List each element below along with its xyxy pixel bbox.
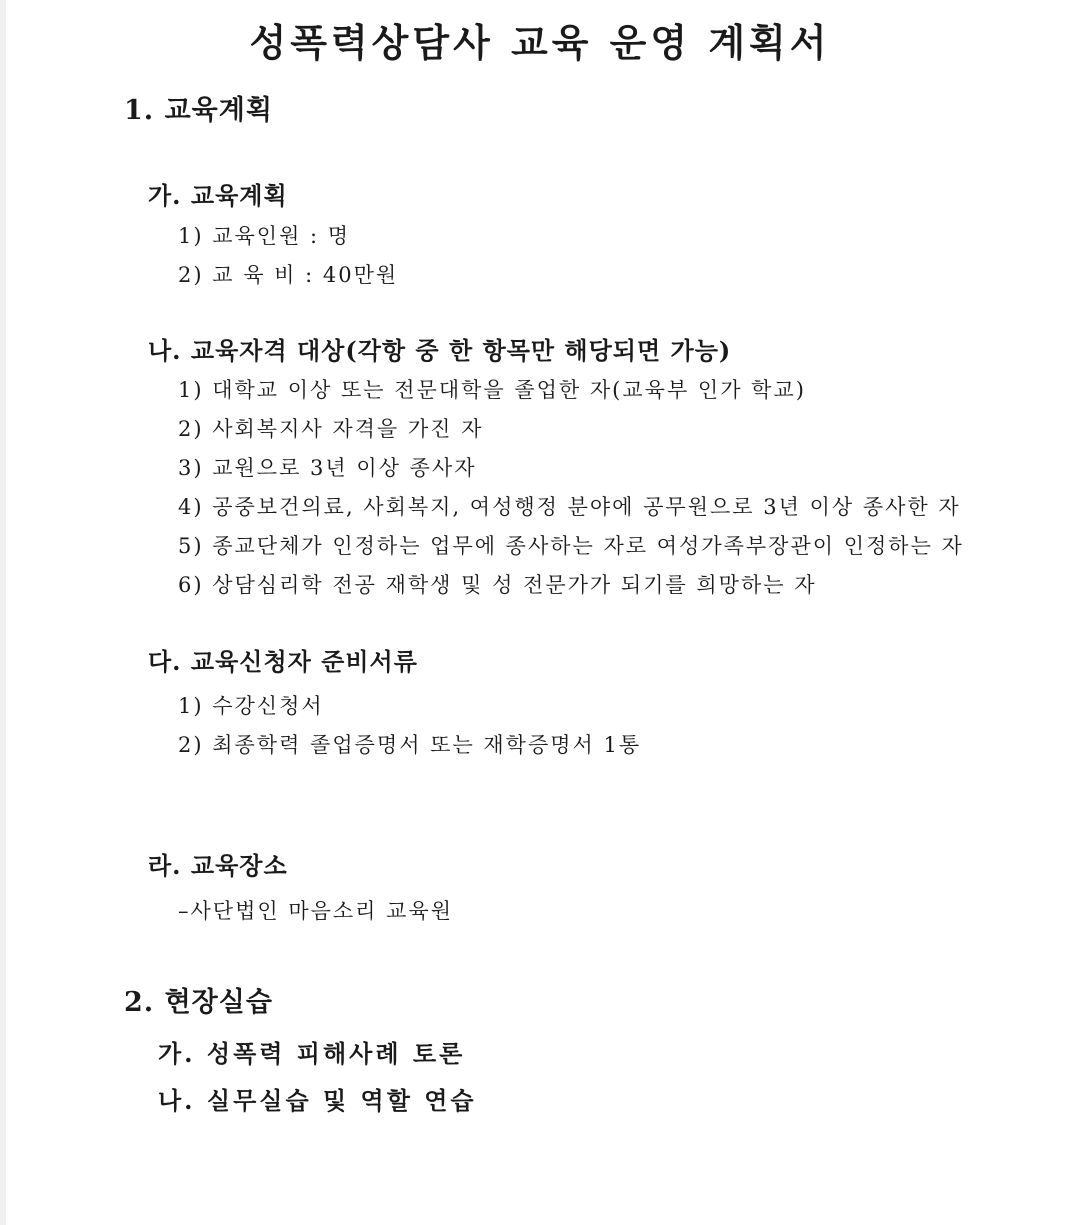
page-edge xyxy=(0,0,6,1225)
list-item: 1) 대학교 이상 또는 전문대학을 졸업한 자(교육부 인가 학교) xyxy=(178,378,806,402)
list-item: 1) 수강신청서 xyxy=(178,694,324,718)
list-item: 4) 공중보건의료, 사회복지, 여성행정 분야에 공무원으로 3년 이상 종사한 자 xyxy=(178,495,961,519)
section-2-item: 나. 실무실습 및 역할 연습 xyxy=(158,1086,477,1115)
section-1-heading: 1. 교육계획 xyxy=(124,95,273,126)
list-item: 3) 교원으로 3년 이상 종사자 xyxy=(178,456,477,480)
subsection-na-heading: 나. 교육자격 대상(각항 중 한 항목만 해당되면 가능) xyxy=(148,336,732,365)
subsection-ga-heading: 가. 교육계획 xyxy=(148,181,288,210)
list-item: –사단법인 마음소리 교육원 xyxy=(178,899,453,923)
section-2-heading: 2. 현장실습 xyxy=(124,987,273,1018)
document-title: 성폭력상담사 교육 운영 계획서 xyxy=(249,20,831,65)
list-item: 2) 사회복지사 자격을 가진 자 xyxy=(178,417,484,441)
list-item: 1) 교육인원 : 명 xyxy=(178,224,351,248)
subsection-da-heading: 다. 교육신청자 준비서류 xyxy=(148,647,418,676)
list-item: 2) 교 육 비 : 40만원 xyxy=(178,263,399,287)
section-2-item: 가. 성폭력 피해사례 토론 xyxy=(158,1039,466,1068)
list-item: 2) 최종학력 졸업증명서 또는 재학증명서 1통 xyxy=(178,733,642,757)
list-item: 6) 상담심리학 전공 재학생 및 성 전문가가 되기를 희망하는 자 xyxy=(178,573,817,597)
subsection-ra-heading: 라. 교육장소 xyxy=(148,851,288,880)
list-item: 5) 종교단체가 인정하는 업무에 종사하는 자로 여성가족부장관이 인정하는 자 xyxy=(178,534,964,558)
